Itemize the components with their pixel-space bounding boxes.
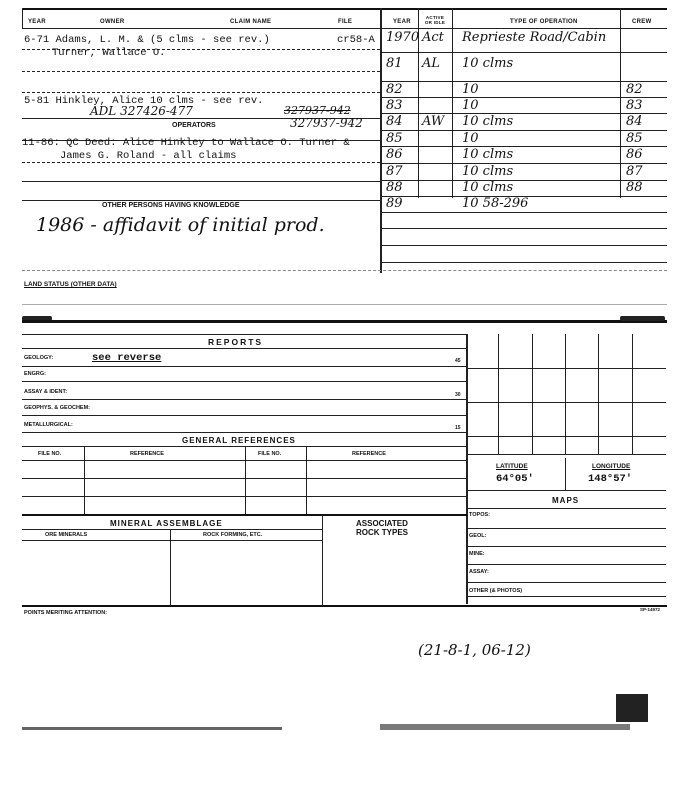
associated-label: ASSOCIATED	[356, 519, 408, 528]
op-type: 10 clms	[462, 180, 514, 195]
op-row-line	[382, 180, 667, 181]
header-file: FILE	[338, 19, 353, 25]
other-persons-label: OTHER PERSONS HAVING KNOWLEDGE	[102, 202, 240, 209]
header-active-idle: ACTIVE OR IDLE	[424, 15, 446, 25]
ore-minerals-label: ORE MINERALS	[45, 532, 88, 538]
form-number: SP-14972	[640, 607, 661, 612]
num-30: 30	[455, 392, 461, 398]
latlong-divider	[565, 458, 566, 490]
op-active: Act	[422, 30, 444, 45]
col-crew-divider	[620, 8, 621, 198]
assay-label: ASSAY & IDENT:	[24, 389, 68, 395]
latlong-line	[466, 490, 666, 491]
op-crew: 85	[626, 131, 643, 146]
op-type: 10 clms	[462, 147, 514, 162]
op-row-line	[382, 262, 667, 263]
other-persons-line	[22, 200, 380, 201]
mineral-assemblage-title: MINERAL ASSEMBLAGE	[110, 519, 223, 528]
op-year: 88	[386, 180, 403, 195]
engrg-label: ENGRG:	[24, 371, 46, 377]
col-file-divider	[380, 8, 382, 273]
grid-line-h	[466, 368, 666, 369]
scan-mark-right	[620, 316, 665, 321]
reports-top-border	[22, 320, 667, 323]
op-row-line	[382, 52, 667, 53]
gr-reference: REFERENCE	[130, 451, 164, 457]
owner-line-1: 6-71 Adams, L. M. & (5 clms - see rev.)	[24, 34, 270, 46]
grid-line-h	[466, 402, 666, 403]
col-owner-left	[22, 8, 23, 28]
gr-col-line	[245, 446, 246, 514]
header-crew: CREW	[632, 19, 652, 25]
mineral-col-line	[322, 514, 323, 605]
op-year: 1970	[386, 30, 420, 45]
geophys-label: GEOPHYS. & GEOCHEM:	[24, 405, 91, 411]
scan-artifact	[22, 727, 282, 730]
gr-file-no: FILE NO.	[38, 451, 62, 457]
op-type: 10	[462, 82, 479, 97]
num-15: 15	[455, 425, 461, 431]
maps-mine: MINE:	[469, 551, 485, 557]
grid-line-h	[466, 454, 666, 455]
header-claim-name: CLAIM NAME	[230, 19, 272, 25]
maps-geol: GEOL:	[469, 533, 487, 539]
col-active-divider	[452, 8, 453, 198]
geology-value: see reverse	[92, 352, 162, 364]
bottom-handwritten-ref: (21-8-1, 06-12)	[418, 641, 531, 659]
metallurgical-label: METALLURGICAL:	[24, 422, 73, 428]
land-status-line	[22, 304, 667, 305]
maps-line	[466, 596, 666, 597]
gr-row-line	[22, 478, 467, 479]
mineral-title-line	[22, 529, 322, 530]
op-year: 81	[386, 56, 403, 71]
top-border	[22, 8, 667, 10]
op-type: Reprieste Road/Cabin	[462, 30, 607, 45]
header-owner: OWNER	[100, 19, 125, 25]
latitude-value: 64°05'	[496, 473, 534, 485]
op-type: 10	[462, 131, 479, 146]
op-type: 10 clms	[462, 164, 514, 179]
op-year: 82	[386, 82, 403, 97]
maps-line	[466, 546, 666, 547]
latitude-label: LATITUDE	[496, 463, 528, 470]
op-row-line	[382, 146, 667, 147]
rock-forming-label: ROCK FORMING, ETC.	[203, 532, 263, 538]
other-persons-handwritten: 1986 - affidavit of initial prod.	[36, 214, 325, 236]
gr-col-line	[306, 446, 307, 514]
maps-assay: ASSAY:	[469, 569, 489, 575]
owner-file-1: cr58-A	[337, 34, 375, 46]
op-row-line	[382, 212, 667, 213]
longitude-label: LONGITUDE	[592, 463, 631, 470]
operators-label: OPERATORS	[172, 122, 216, 129]
num-45: 45	[455, 358, 461, 364]
reports-title-line	[22, 334, 467, 335]
owner-row-line	[22, 92, 380, 93]
op-crew: 88	[626, 180, 643, 195]
op-year: 85	[386, 131, 403, 146]
op-row-line	[382, 97, 667, 98]
adl-handwritten-2: 327937-942	[284, 104, 351, 117]
op-row-line	[382, 163, 667, 164]
op-row-line	[382, 245, 667, 246]
maps-line	[466, 564, 666, 565]
gr-bottom-line	[22, 514, 467, 516]
op-year: 86	[386, 147, 403, 162]
report-row-line	[22, 432, 467, 433]
gr-reference-2: REFERENCE	[352, 451, 386, 457]
operators-handwritten: 327937-942	[290, 116, 363, 130]
op-year: 83	[386, 98, 403, 113]
header-divider	[22, 28, 667, 29]
report-row-line	[22, 415, 467, 416]
op-type: 10 58-296	[462, 196, 529, 211]
mineral-header-line	[22, 540, 322, 541]
grid-line-h	[466, 436, 666, 437]
owner-row-line	[22, 71, 380, 72]
op-year: 84	[386, 114, 403, 129]
owner-row-line	[22, 162, 380, 163]
reports-header-line	[22, 348, 467, 349]
op-active: AL	[422, 56, 441, 71]
scan-artifact	[380, 724, 630, 730]
op-crew: 84	[626, 114, 643, 129]
gr-file-no-2: FILE NO.	[258, 451, 282, 457]
owner-line-2: Turner, Wallace O.	[52, 47, 166, 59]
report-row-line	[22, 381, 467, 382]
report-row-line	[22, 366, 467, 367]
op-year: 87	[386, 164, 403, 179]
gr-col-line	[84, 446, 85, 514]
op-row-line	[382, 228, 667, 229]
maps-title: MAPS	[552, 496, 580, 505]
op-type: 10 clms	[462, 114, 514, 129]
op-active: AW	[422, 114, 445, 129]
land-status-label: LAND STATUS (OTHER DATA)	[24, 281, 117, 288]
op-crew: 82	[626, 82, 643, 97]
maps-line	[466, 528, 666, 529]
mineral-col-line	[170, 529, 171, 605]
op-crew: 87	[626, 164, 643, 179]
maps-line	[466, 508, 666, 509]
op-row-line	[382, 130, 667, 131]
blank-line	[22, 270, 667, 271]
header-year2: YEAR	[393, 19, 411, 25]
header-type-operation: TYPE OF OPERATION	[510, 19, 578, 25]
general-references-title: GENERAL REFERENCES	[182, 436, 296, 445]
gr-row-line	[22, 496, 467, 497]
owner-line-4: 11-86: QC Deed: Alice Hinkley to Wallace O. Turner &	[22, 137, 350, 149]
maps-other: OTHER (& PHOTOS)	[469, 588, 523, 594]
op-row-line	[382, 81, 667, 82]
geology-label: GEOLOGY:	[24, 355, 54, 361]
owner-line-3: 5-81 Hinkley, Alice 10 clms - see rev.	[24, 95, 264, 107]
report-row-line	[22, 399, 467, 400]
op-type: 10	[462, 98, 479, 113]
op-year: 89	[386, 196, 403, 211]
adl-handwritten: ADL 327426-477	[90, 104, 193, 118]
op-crew: 86	[626, 147, 643, 162]
maps-line	[466, 582, 666, 583]
header-year: YEAR	[28, 19, 46, 25]
reports-title: REPORTS	[208, 337, 264, 347]
owner-row-line	[22, 181, 380, 182]
scan-block	[616, 694, 648, 722]
op-type: 10 clms	[462, 56, 514, 71]
rock-types-label: ROCK TYPES	[356, 528, 409, 537]
maps-topos: TOPOS:	[469, 512, 490, 518]
op-crew: 83	[626, 98, 643, 113]
owner-line-5: James G. Roland - all claims	[60, 150, 237, 162]
longitude-value: 148°57'	[588, 473, 633, 485]
points-top-line	[22, 605, 667, 607]
points-meriting-attention: POINTS MERITING ATTENTION:	[24, 610, 108, 616]
